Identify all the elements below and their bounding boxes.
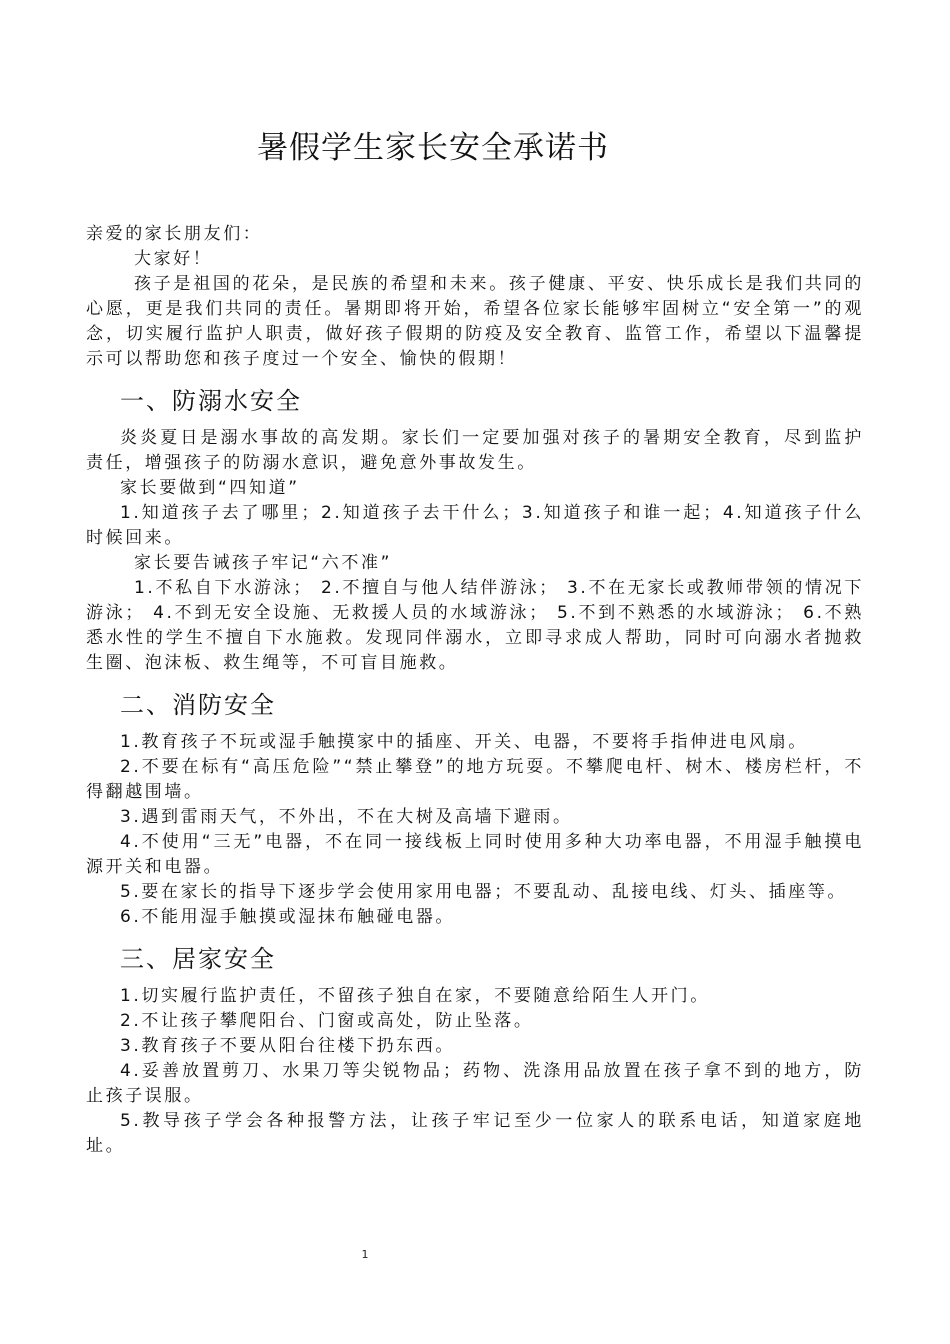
paragraph: 1.知道孩子去了哪里；2.知道孩子去干什么；3.知道孩子和谁一起；4.知道孩子什么时候回来。 xyxy=(86,503,864,548)
paragraph: 3.教育孩子不要从阳台往楼下扔东西。 xyxy=(120,1036,456,1056)
section-heading-home: 三、居家安全 xyxy=(120,945,276,973)
paragraph: 2.不要在标有“高压危险”“禁止攀登”的地方玩耍。不攀爬电杆、树木、楼房栏杆，不得翻越围墙。 xyxy=(86,757,864,802)
section-heading-drowning: 一、防溺水安全 xyxy=(120,387,302,415)
document-title: 暑假学生家长安全承诺书 xyxy=(257,130,609,166)
hello-line: 大家好！ xyxy=(134,249,213,269)
paragraph: 家长要告诫孩子牢记“六不准” xyxy=(134,553,393,573)
greeting: 亲爱的家长朋友们： xyxy=(86,224,263,244)
paragraph: 3.遇到雷雨天气，不外出，不在大树及高墙下避雨。 xyxy=(120,807,573,827)
document-body xyxy=(86,222,864,1159)
paragraph: 炎炎夏日是溺水事故的高发期。家长们一定要加强对孩子的暑期安全教育，尽到监护责任，增强孩子的防溺水意识，避免意外事故发生。 xyxy=(86,428,864,473)
paragraph: 1.切实履行监护责任，不留孩子独自在家，不要随意给陌生人开门。 xyxy=(120,986,710,1006)
paragraph: 6.不能用湿手触摸或湿抹布触碰电器。 xyxy=(120,907,456,927)
paragraph: 5.要在家长的指导下逐步学会使用家用电器；不要乱动、乱接电线、灯头、插座等。 xyxy=(120,882,848,902)
paragraph: 4.不使用“三无”电器，不在同一接线板上同时使用多种大功率电器，不用湿手触摸电源开关和电器。 xyxy=(86,832,864,877)
paragraph: 4.妥善放置剪刀、水果刀等尖锐物品；药物、洗涤用品放置在孩子拿不到的地方，防止孩子误服。 xyxy=(86,1061,864,1106)
intro-paragraph: 孩子是祖国的花朵，是民族的希望和未来。孩子健康、平安、快乐成长是我们共同的心愿，更是我们共同的责任。暑期即将开始，希望各位家长能够牢固树立“安全第一”的观念，切实履行监护人职责，做好孩子假期的防疫及安全教育、监管工作，希望以下温馨提示可以帮助您和孩子度过一个安全、愉快的假期！ xyxy=(86,274,864,369)
page-number: 1 xyxy=(361,1248,369,1261)
paragraph: 家长要做到“四知道” xyxy=(120,478,300,498)
paragraph: 1.不私自下水游泳； 2.不擅自与他人结伴游泳； 3.不在无家长或教师带领的情况下游泳； 4.不到无安全设施、无救援人员的水域游泳； 5.不到不熟悉的水域游泳； 6.不熟悉水性的学生不擅自下水施救。发现同伴溺水，立即寻求成人帮助，同时可向溺水者抛救生圈、泡沫板、救生绳等，不可盲目施救。 xyxy=(86,578,864,673)
paragraph: 1.教育孩子不玩或湿手触摸家中的插座、开关、电器，不要将手指伸进电风扇。 xyxy=(120,732,808,752)
section-heading-fire: 二、消防安全 xyxy=(120,691,276,719)
paragraph: 2.不让孩子攀爬阳台、门窗或高处，防止坠落。 xyxy=(120,1011,534,1031)
paragraph: 5.教导孩子学会各种报警方法，让孩子牢记至少一位家人的联系电话，知道家庭地址。 xyxy=(86,1111,864,1156)
